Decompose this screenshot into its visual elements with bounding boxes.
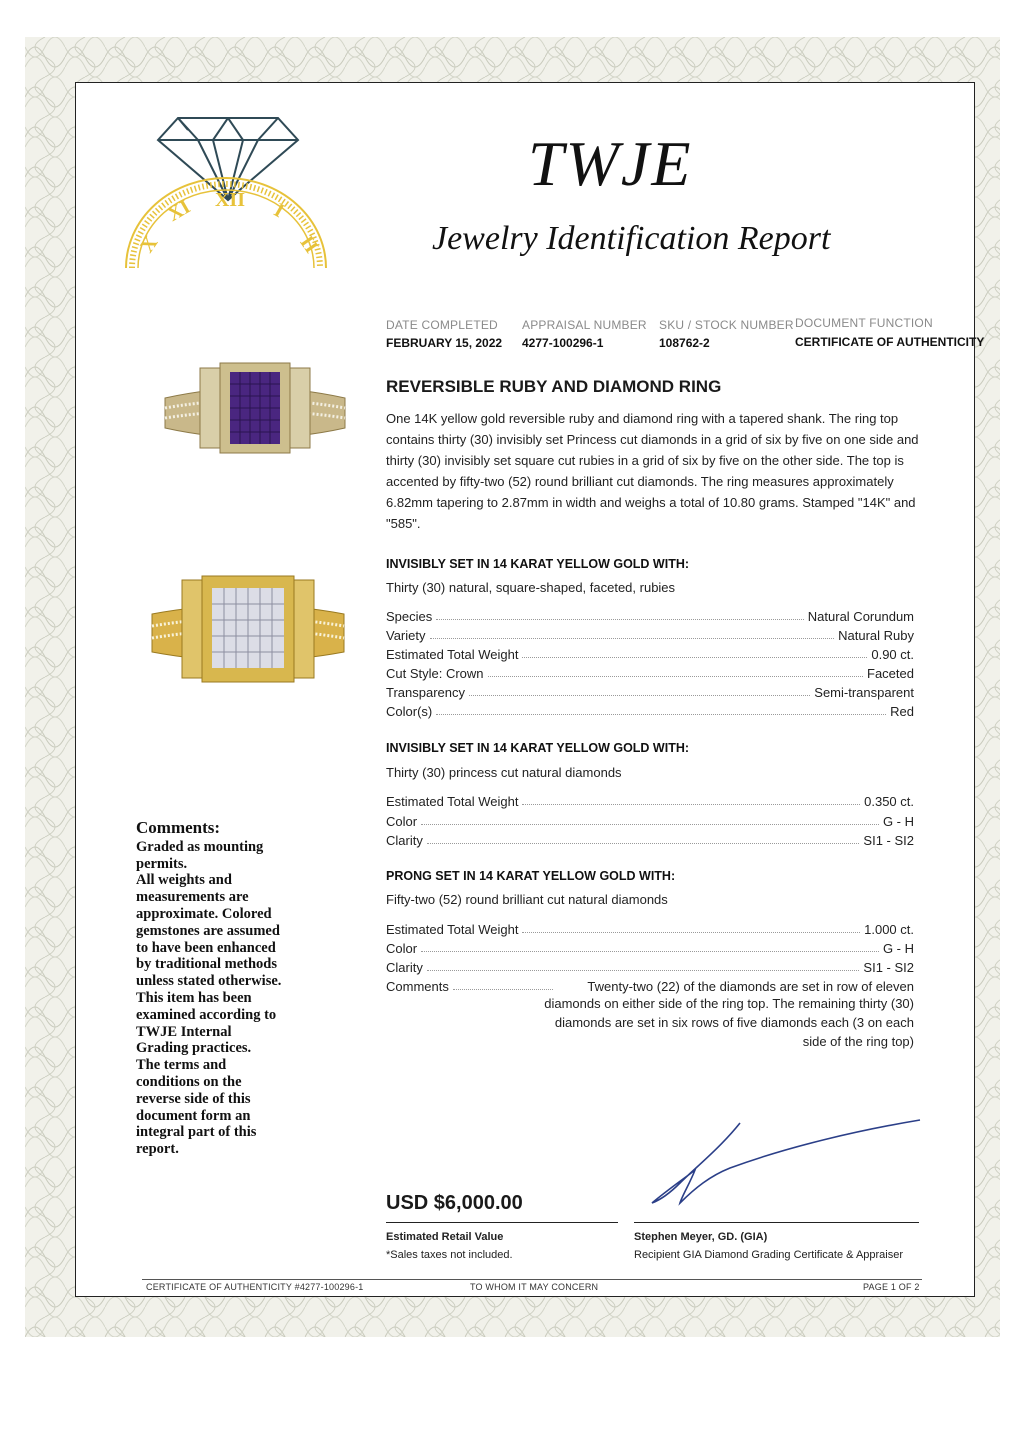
comments-line: to have been enhanced <box>136 939 276 956</box>
comments-line: integral part of this <box>136 1124 257 1141</box>
comments-line: This item has been <box>136 989 252 1006</box>
spec-value: 0.90 ct. <box>871 647 914 662</box>
price-rule <box>386 1222 618 1223</box>
spec-value: Faceted <box>867 666 914 681</box>
function-label: DOCUMENT FUNCTION <box>795 316 933 330</box>
twje-logo <box>118 108 333 273</box>
spec-row <box>386 605 914 624</box>
comments-line: unless stated otherwise. <box>136 973 282 990</box>
comments-continued <box>386 994 914 1051</box>
spec-label: Clarity <box>386 960 423 975</box>
date-label: DATE COMPLETED <box>386 318 498 332</box>
spec-label: Color <box>386 814 418 829</box>
comments-line: The terms and <box>136 1057 227 1074</box>
section-heading: PRONG SET IN 14 KARAT YELLOW GOLD WITH: <box>386 869 676 883</box>
spec-value: 1.000 ct. <box>864 922 914 937</box>
spec-label: Variety <box>386 628 426 643</box>
comments-line: permits. <box>136 855 188 872</box>
numeral-ii: II <box>295 231 323 258</box>
section-subheading: Fifty-two (52) round brilliant cut natural diamonds <box>386 892 668 907</box>
spec-row <box>386 937 914 956</box>
comments-line: diamonds are set in six rows of five diamonds each (3 on each <box>554 1015 914 1030</box>
spec-value: Natural Corundum <box>807 609 914 624</box>
spec-value: 0.350 ct. <box>864 794 914 809</box>
spec-row <box>386 662 914 681</box>
spec-label: Cut Style: Crown <box>386 666 484 681</box>
comments-line: All weights and <box>136 872 232 889</box>
spec-label: Transparency <box>386 685 465 700</box>
spec-value: SI1 - SI2 <box>863 960 914 975</box>
section-subheading: Thirty (30) natural, square-shaped, faceted, rubies <box>386 580 676 595</box>
function-value: CERTIFICATE OF AUTHENTICITY <box>795 335 985 349</box>
numeral-xi: XI <box>163 195 195 226</box>
ring-photo-ruby-side <box>160 358 350 458</box>
retail-price: USD $6,000.00 <box>386 1192 523 1214</box>
comments-line: measurements are <box>136 889 249 906</box>
appraisal-value: 4277-100296-1 <box>522 336 604 350</box>
sku-value: 108762-2 <box>659 336 710 350</box>
footer-addressee: TO WHOM IT MAY CONCERN <box>470 1282 599 1292</box>
appraiser-name: Stephen Meyer, GD. (GIA) <box>634 1231 768 1243</box>
spec-label: Estimated Total Weight <box>386 794 519 809</box>
footer-certificate-number: CERTIFICATE OF AUTHENTICITY #4277-100296-1 <box>146 1282 364 1292</box>
comments-line: report. <box>136 1141 179 1158</box>
footer-rule <box>142 1279 922 1280</box>
comments-line: diamonds on either side of the ring top. The remaining thirty (30) <box>544 996 914 1011</box>
item-title: REVERSIBLE RUBY AND DIAMOND RING <box>386 377 722 396</box>
spec-row <box>386 681 914 700</box>
comments-line: document form an <box>136 1107 251 1124</box>
numeral-xii: XII <box>214 189 246 211</box>
numeral-i: I <box>270 199 288 223</box>
signature-rule <box>634 1222 919 1223</box>
report-subtitle: Jewelry Identification Report <box>432 220 831 257</box>
ring-photo-diamond-side <box>148 574 348 684</box>
footer-page-number: PAGE 1 OF 2 <box>863 1282 920 1292</box>
comments-line: conditions on the <box>136 1073 242 1090</box>
appraiser-signature <box>640 1108 925 1208</box>
section-subheading: Thirty (30) princess cut natural diamonds <box>386 765 622 780</box>
spec-row <box>386 829 914 848</box>
comments-line: side of the ring top) <box>802 1034 914 1049</box>
spec-value: G - H <box>882 814 914 829</box>
spec-label: Clarity <box>386 833 423 848</box>
appraisal-label: APPRAISAL NUMBER <box>522 318 647 332</box>
sales-tax-note: *Sales taxes not included. <box>386 1249 513 1261</box>
date-value: FEBRUARY 15, 2022 <box>386 336 503 350</box>
spec-row <box>386 790 914 809</box>
retail-value-label: Estimated Retail Value <box>386 1231 504 1243</box>
sku-label: SKU / STOCK NUMBER <box>659 318 794 332</box>
spec-row <box>386 810 914 829</box>
comments-line: Grading practices. <box>136 1040 252 1057</box>
comments-line: TWJE Internal <box>136 1023 232 1040</box>
comments-line: reverse side of this <box>136 1090 251 1107</box>
spec-label: Species <box>386 609 433 624</box>
brand-title: TWJE <box>528 128 693 199</box>
comments-line: examined according to <box>136 1006 277 1023</box>
spec-label: Color <box>386 941 418 956</box>
spec-label: Comments <box>386 979 449 994</box>
appraiser-credential: Recipient GIA Diamond Grading Certificate & Appraiser <box>634 1249 904 1261</box>
section-heading: INVISIBLY SET IN 14 KARAT YELLOW GOLD WITH: <box>386 557 690 571</box>
comments-line: by traditional methods <box>136 956 277 973</box>
spec-label: Estimated Total Weight <box>386 922 519 937</box>
spec-label: Estimated Total Weight <box>386 647 519 662</box>
spec-value: Red <box>890 704 914 719</box>
comments-line: Graded as mounting <box>136 838 264 855</box>
spec-row <box>386 624 914 643</box>
spec-row-comments <box>386 975 914 994</box>
spec-row <box>386 956 914 975</box>
spec-label: Color(s) <box>386 704 433 719</box>
spec-value: SI1 - SI2 <box>863 833 914 848</box>
comments-block <box>136 820 316 1158</box>
spec-value: Twenty-two (22) of the diamonds are set in row of eleven <box>587 979 914 994</box>
spec-value: Natural Ruby <box>838 628 914 643</box>
spec-row <box>386 700 914 719</box>
spec-value: Semi-transparent <box>814 685 914 700</box>
spec-value: G - H <box>882 941 914 956</box>
comments-heading: Comments: <box>136 818 221 837</box>
spec-row <box>386 643 914 662</box>
comments-line: gemstones are assumed <box>136 922 280 939</box>
comments-line: approximate. Colored <box>136 905 272 922</box>
section-heading: INVISIBLY SET IN 14 KARAT YELLOW GOLD WITH: <box>386 741 690 755</box>
numeral-x: X <box>135 232 163 257</box>
spec-row <box>386 918 914 937</box>
item-description: One 14K yellow gold reversible ruby and diamond ring with a tapered shank. The ring top contains thirty (30) invisibly set Princess cut diamonds in a grid of six by five on one side and thirty (30) invisibly set square cut rubies in a grid of six by five on the other side. The top is accented by fifty-two (52) round brilliant cut diamonds. The ring measures approximately 6.82mm tapering to 2.87mm in width and weighs a total of 10.80 grams. Stamped "14K" and "585". <box>386 411 919 531</box>
